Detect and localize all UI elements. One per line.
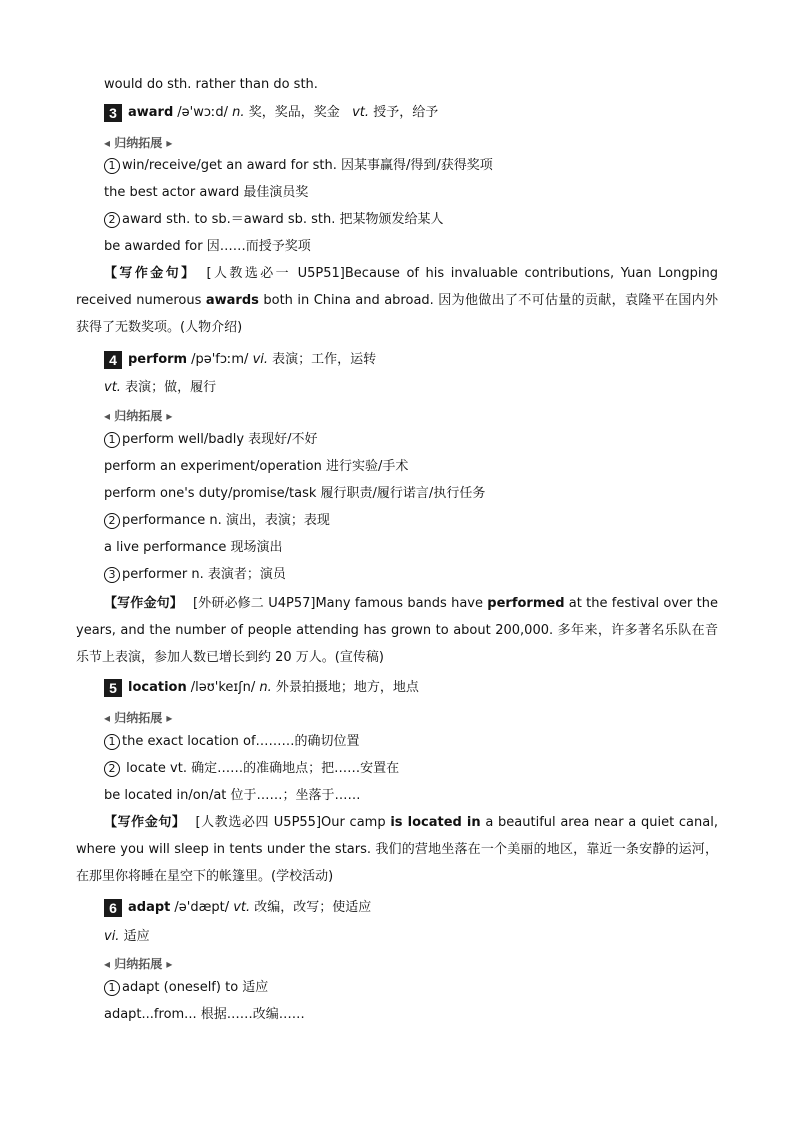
circled-number: 2 [104,212,120,228]
circled-number: 1 [104,734,120,750]
list-item: 2 award sth. to sb.＝award sb. sth. 把某物颁发给某人 [104,211,444,229]
circled-number: 1 [104,980,120,996]
circled-number: 1 [104,432,120,448]
phonetic: /pə'fɔːm/ [191,352,249,367]
meaning: 奖，奖品，奖金 [248,105,340,120]
list-item: 1 the exact location of………的确切位置 [104,733,360,751]
writing-sentence: 【写作金句】 [外研必修二 U4P57]Many famous bands have performed at the festival over the years, and the number of people attending has grown to about 200,000. 多年来，许多著名乐队在音乐节上表演，参加人数已增长到约 20 万人。(宣传稿) [76,596,718,665]
entry-number-badge: 5 [104,679,122,697]
extension-label: ◂ 归纳拓展 ▸ [104,136,173,150]
headword: perform [128,352,188,367]
extension-label: ◂ 归纳拓展 ▸ [104,957,173,971]
part-of-speech: vi. [252,352,269,367]
entry-number-badge: 4 [104,351,122,369]
meaning: 改编，改写；使适应 [254,900,372,915]
phonetic: /ə'wɔːd/ [177,105,229,120]
headword: location [128,680,187,695]
list-item: be located in/on/at 位于……；坐落于…… [104,788,361,803]
circled-number: 1 [104,158,120,174]
gold-sentence-label: 【写作金句】 [104,815,186,830]
text-line: vi. 适应 [104,929,150,944]
list-item: the best actor award 最佳演员奖 [104,185,309,200]
meaning: 授予，给予 [373,105,439,120]
entry-number-badge: 3 [104,104,122,122]
circled-number: 2 [104,513,120,529]
writing-sentence: 【写作金句】 [人教选必一 U5P51]Because of his invaluable contributions, Yuan Longping received numerous awards both in China and abroad. 因为他做出了不可估量的贡献，袁隆平在国内外获得了无数奖项。(人物介绍) [76,266,718,335]
circled-number: 2 [104,761,120,777]
part-of-speech: n. [259,680,272,695]
part-of-speech: vt. [233,900,251,915]
entry-perform-heading [104,351,376,369]
extension-label: ◂ 归纳拓展 ▸ [104,409,173,423]
list-item: perform one's duty/promise/task 履行职责/履行诺言/执行任务 [104,486,486,501]
gold-sentence-label: 【写作金句】 [104,596,183,611]
phonetic: /ləʊ'keɪʃn/ [190,680,256,695]
list-item: perform an experiment/operation 进行实验/手术 [104,459,409,474]
text-line: would do sth. rather than do sth. [104,77,318,92]
list-item: a live performance 现场演出 [104,540,283,555]
text-line: vt. 表演；做，履行 [104,380,217,395]
gold-sentence-label: 【写作金句】 [104,266,197,281]
meaning: 表演；工作，运转 [272,352,377,367]
part-of-speech: n. [232,105,245,120]
writing-sentence: 【写作金句】 [人教选必四 U5P55]Our camp is located in a beautiful area near a quiet canal, where you will sleep in tents under the stars. 我们的营地坐落在一个美丽的地区，靠近一条安静的运河，在那里你将睡在星空下的帐篷里。(学校活动) [76,815,718,884]
list-item: be awarded for 因……而授予奖项 [104,239,311,254]
list-item: adapt...from... 根据……改编…… [104,1007,305,1022]
list-item: 1 adapt (oneself) to 适应 [104,979,268,997]
phonetic: /ə'dæpt/ [174,900,230,915]
meaning: 外景拍摄地；地方，地点 [275,680,419,695]
headword: adapt [128,900,171,915]
list-item: 1 perform well/badly 表现好/不好 [104,431,318,449]
list-item: 3 performer n. 表演者；演员 [104,566,286,584]
entry-number-badge: 6 [104,899,122,917]
list-item: 2 locate vt. 确定……的准确地点；把……安置在 [104,760,399,778]
headword: award [128,105,174,120]
part-of-speech: vt. [352,105,370,120]
entry-adapt-heading [104,899,371,917]
list-item: 2 performance n. 演出，表演；表现 [104,512,330,530]
entry-location-heading [104,679,419,697]
extension-label: ◂ 归纳拓展 ▸ [104,711,173,725]
list-item: 1 win/receive/get an award for sth. 因某事赢得/得到/获得奖项 [104,157,493,175]
entry-award-heading [104,104,438,122]
circled-number: 3 [104,567,120,583]
